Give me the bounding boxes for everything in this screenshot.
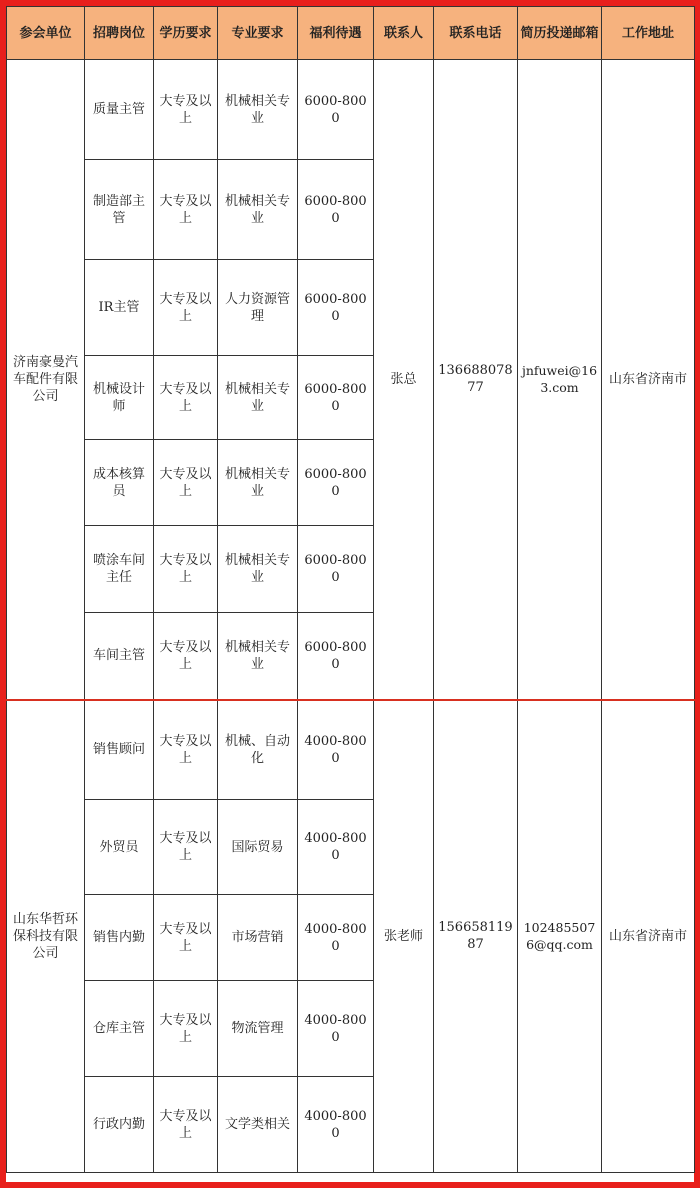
job-salary: 4000-8000	[298, 981, 374, 1077]
job-major: 文学类相关	[218, 1077, 298, 1173]
job-major: 国际贸易	[218, 800, 298, 895]
contact-person: 张总	[374, 60, 434, 700]
job-education: 大专及以上	[154, 800, 218, 895]
job-major: 人力资源管理	[218, 260, 298, 356]
table-row	[7, 60, 695, 160]
work-address: 山东省济南市	[602, 700, 695, 1173]
job-position: 销售内勤	[85, 895, 154, 981]
job-education: 大专及以上	[154, 895, 218, 981]
job-position: 仓库主管	[85, 981, 154, 1077]
job-salary: 6000-8000	[298, 260, 374, 356]
company-name: 济南豪曼汽车配件有限公司	[7, 60, 85, 700]
job-table-frame	[6, 6, 694, 1182]
job-salary: 6000-8000	[298, 356, 374, 440]
job-education: 大专及以上	[154, 60, 218, 160]
header-email: 简历投递邮箱	[518, 7, 602, 60]
work-address: 山东省济南市	[602, 60, 695, 700]
job-salary: 6000-8000	[298, 160, 374, 260]
job-salary: 6000-8000	[298, 60, 374, 160]
job-position: 车间主管	[85, 613, 154, 700]
resume-email: jnfuwei@163.com	[518, 60, 602, 700]
job-salary: 4000-8000	[298, 800, 374, 895]
job-salary: 6000-8000	[298, 526, 374, 613]
job-education: 大专及以上	[154, 1077, 218, 1173]
job-position: 销售顾问	[85, 700, 154, 800]
job-major: 机械相关专业	[218, 440, 298, 526]
job-major: 机械相关专业	[218, 613, 298, 700]
job-salary: 6000-8000	[298, 613, 374, 700]
job-salary: 6000-8000	[298, 440, 374, 526]
header-salary: 福利待遇	[298, 7, 374, 60]
job-position: 机械设计师	[85, 356, 154, 440]
header-row	[7, 7, 695, 60]
job-salary: 4000-8000	[298, 1077, 374, 1173]
contact-person: 张老师	[374, 700, 434, 1173]
header-contact: 联系人	[374, 7, 434, 60]
job-salary: 4000-8000	[298, 895, 374, 981]
job-position: 制造部主管	[85, 160, 154, 260]
header-address: 工作地址	[602, 7, 695, 60]
job-major: 机械相关专业	[218, 526, 298, 613]
job-education: 大专及以上	[154, 160, 218, 260]
job-position: 喷涂车间主任	[85, 526, 154, 613]
job-education: 大专及以上	[154, 526, 218, 613]
job-education: 大专及以上	[154, 356, 218, 440]
resume-email: 1024855076@qq.com	[518, 700, 602, 1173]
table-row	[7, 700, 695, 800]
job-major: 市场营销	[218, 895, 298, 981]
job-major: 机械相关专业	[218, 356, 298, 440]
contact-phone: 15665811987	[434, 700, 518, 1173]
job-major: 机械相关专业	[218, 60, 298, 160]
job-education: 大专及以上	[154, 981, 218, 1077]
header-position: 招聘岗位	[85, 7, 154, 60]
job-education: 大专及以上	[154, 613, 218, 700]
job-major: 物流管理	[218, 981, 298, 1077]
job-position: 外贸员	[85, 800, 154, 895]
header-company: 参会单位	[7, 7, 85, 60]
header-phone: 联系电话	[434, 7, 518, 60]
job-education: 大专及以上	[154, 700, 218, 800]
company-name: 山东华哲环保科技有限公司	[7, 700, 85, 1173]
job-position: 成本核算员	[85, 440, 154, 526]
job-table	[6, 6, 695, 1173]
contact-phone: 13668807877	[434, 60, 518, 700]
job-education: 大专及以上	[154, 260, 218, 356]
job-position: 质量主管	[85, 60, 154, 160]
job-position: IR主管	[85, 260, 154, 356]
job-education: 大专及以上	[154, 440, 218, 526]
header-education: 学历要求	[154, 7, 218, 60]
job-salary: 4000-8000	[298, 700, 374, 800]
header-major: 专业要求	[218, 7, 298, 60]
job-position: 行政内勤	[85, 1077, 154, 1173]
job-major: 机械相关专业	[218, 160, 298, 260]
job-major: 机械、自动化	[218, 700, 298, 800]
